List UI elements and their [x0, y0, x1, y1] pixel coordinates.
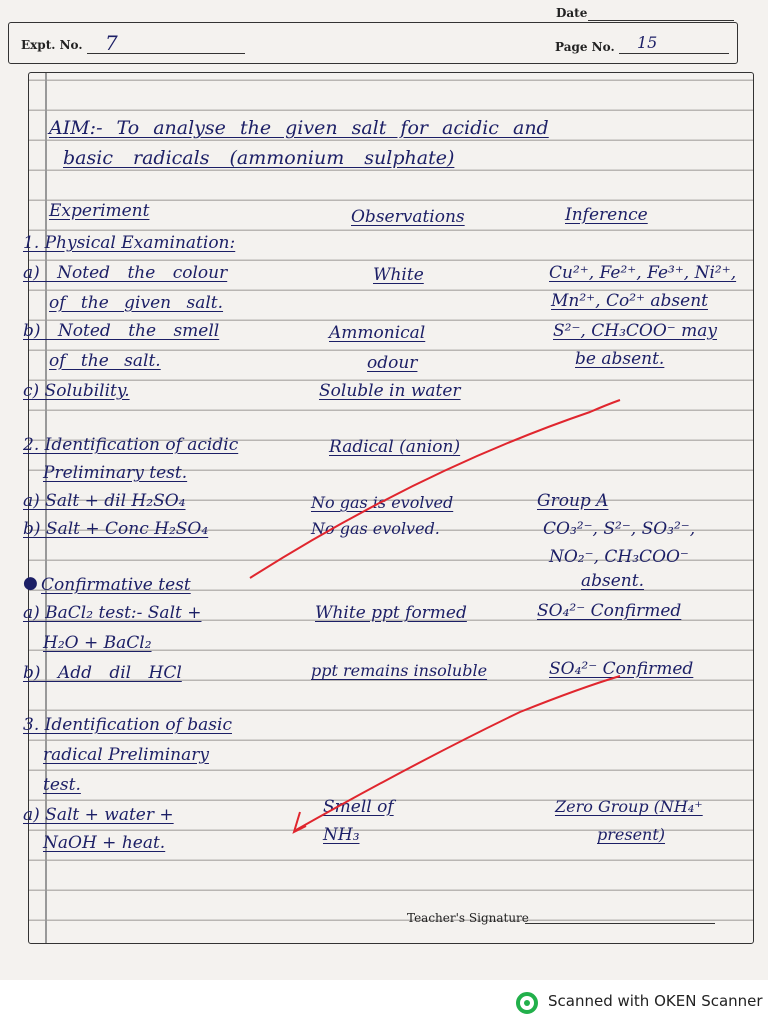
scanner-footer	[0, 980, 768, 1024]
teacher-signature-label: Teacher's Signature	[407, 911, 529, 925]
section3-a-obs-2: NH₃	[323, 825, 360, 845]
section3-a-obs-1: Smell of	[323, 797, 394, 817]
column-heading-observations: Observations	[351, 207, 465, 227]
section1-c-obs: Soluble in water	[319, 381, 461, 401]
section1-a-obs: White	[373, 265, 424, 285]
section2-a-exp: a) Salt + dil H₂SO₄	[23, 491, 186, 511]
section2-a-obs: No gas is evolved	[311, 493, 454, 512]
section3-title-1: 3. Identification of basic	[23, 715, 232, 735]
section1-b-inf-1: S²⁻, CH₃COO⁻ may	[553, 321, 718, 341]
teacher-check-tick	[294, 812, 306, 832]
section1-b-exp-2: of the salt.	[49, 351, 161, 371]
expt-no-value: 7	[105, 31, 118, 55]
section1-title: 1. Physical Examination:	[23, 233, 236, 253]
section2-b-inf-3: absent.	[581, 571, 644, 591]
page-no-value: 15	[637, 33, 658, 52]
section1-a-exp-2: of the given salt.	[49, 293, 224, 313]
section1-b-obs-2: odour	[367, 353, 418, 373]
section2-b-exp: b) Salt + Conc H₂SO₄	[23, 519, 209, 539]
section2-title-1-obs: Radical (anion)	[329, 437, 461, 457]
section2-title-2: Preliminary test.	[43, 463, 188, 483]
confirm-title: Confirmative test	[41, 575, 191, 595]
teacher-check-mark-2	[296, 676, 620, 830]
section2-a-inf: Group A	[537, 491, 609, 511]
section3-a-inf-1: Zero Group (NH₄⁺	[555, 797, 703, 816]
section3-a-inf-2: present)	[597, 825, 666, 844]
section3-a-exp-2: NaOH + heat.	[43, 833, 166, 853]
date-label: Date	[556, 6, 588, 20]
confirm-b-inf: SO₄²⁻ Confirmed	[549, 659, 694, 679]
section1-b-exp-1: b) Noted the smell	[23, 321, 220, 341]
confirm-a-exp-1: a) BaCl₂ test:- Salt +	[23, 603, 202, 623]
section2-title-1: 2. Identification of acidic	[23, 435, 239, 455]
confirm-a-obs: White ppt formed	[315, 603, 467, 623]
section1-a-inf-1: Cu²⁺, Fe²⁺, Fe³⁺, Ni²⁺,	[549, 263, 737, 283]
section1-b-obs-1: Ammonical	[329, 323, 426, 343]
confirm-a-inf: SO₄²⁻ Confirmed	[537, 601, 682, 621]
confirm-b-obs: ppt remains insoluble	[311, 661, 488, 680]
section3-title-2: radical Preliminary	[43, 745, 209, 765]
oken-scanner-logo-icon	[516, 992, 538, 1014]
confirm-a-exp-2: H₂O + BaCl₂	[43, 633, 152, 653]
expt-no-label: Expt. No.	[21, 38, 83, 52]
section1-b-inf-2: be absent.	[575, 349, 665, 369]
section2-b-inf-1: CO₃²⁻, S²⁻, SO₃²⁻,	[543, 519, 696, 539]
confirm-bullet: ●	[23, 573, 38, 593]
page-no-label: Page No.	[555, 40, 615, 54]
confirm-b-exp: b) Add dil HCl	[23, 663, 182, 683]
section1-a-exp-1: a) Noted the colour	[23, 263, 228, 283]
section1-a-inf-2: Mn²⁺, Co²⁺ absent	[551, 291, 708, 311]
teacher-check-mark-1	[250, 400, 620, 578]
column-heading-inference: Inference	[565, 205, 648, 225]
section2-b-inf-2: NO₂⁻, CH₃COO⁻	[549, 547, 689, 567]
section3-title-3: test.	[43, 775, 81, 795]
section1-c-exp: c) Solubility.	[23, 381, 130, 401]
scanner-watermark-text: Scanned with OKEN Scanner	[548, 992, 763, 1010]
column-heading-experiment: Experiment	[49, 201, 150, 221]
section2-b-obs: No gas evolved.	[311, 519, 440, 538]
aim-line-1: AIM:- To analyse the given salt for acidic and	[49, 117, 549, 139]
aim-line-2: basic radicals (ammonium sulphate)	[63, 147, 455, 169]
section3-a-exp-1: a) Salt + water +	[23, 805, 174, 825]
